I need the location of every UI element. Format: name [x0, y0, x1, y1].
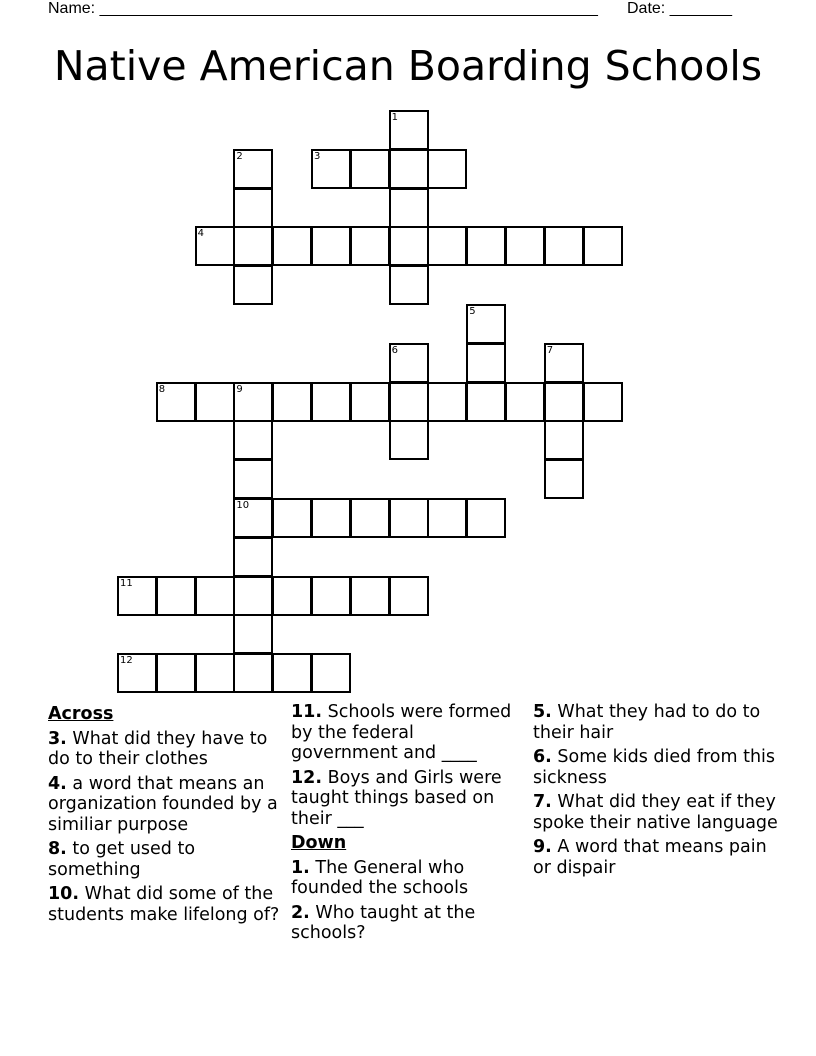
- crossword-cell[interactable]: [233, 614, 273, 654]
- crossword-cell[interactable]: [583, 382, 623, 422]
- clues-column-1: [48, 702, 283, 929]
- crossword-cell[interactable]: [466, 304, 506, 344]
- crossword-cell[interactable]: [544, 420, 584, 460]
- crossword-cell[interactable]: [233, 265, 273, 305]
- clue-across-12: 12. Boys and Girls were taught things based on their ___: [291, 767, 502, 829]
- crossword-cell[interactable]: [505, 226, 545, 266]
- clues-column-3: [533, 702, 778, 882]
- crossword-cell[interactable]: [544, 382, 584, 422]
- clues-column-2: [291, 702, 526, 948]
- crossword-cell[interactable]: [350, 498, 390, 538]
- crossword-cell[interactable]: [233, 188, 273, 228]
- crossword-cell[interactable]: [233, 420, 273, 460]
- crossword-cell[interactable]: [389, 110, 429, 150]
- clue-across-3: 3. What did they have to do to their clothes: [48, 728, 268, 769]
- name-field-label: Name: ________________________________________________________: [48, 0, 598, 17]
- clue-number: 10: [236, 500, 250, 511]
- crossword-cell[interactable]: [233, 576, 273, 616]
- crossword-cell[interactable]: [583, 226, 623, 266]
- crossword-cell[interactable]: [233, 459, 273, 499]
- crossword-cell[interactable]: [117, 576, 157, 616]
- crossword-cell[interactable]: [311, 653, 351, 693]
- crossword-cell[interactable]: [427, 226, 467, 266]
- crossword-cell[interactable]: [272, 576, 312, 616]
- crossword-cell[interactable]: [427, 382, 467, 422]
- crossword-cell[interactable]: [233, 149, 273, 189]
- clue-number: 2: [236, 150, 243, 162]
- crossword-cell[interactable]: [389, 188, 429, 228]
- clue-down-1: 1. The General who founded the schools: [291, 857, 469, 898]
- clue-down-5: 5. What they had to do to their hair: [533, 702, 761, 743]
- clue-down-7: 7. What did they eat if they spoke their native language: [533, 792, 778, 833]
- crossword-cell[interactable]: [233, 498, 273, 538]
- clue-number: 9: [236, 383, 243, 395]
- crossword-cell[interactable]: [427, 149, 467, 189]
- crossword-cell[interactable]: [389, 265, 429, 305]
- crossword-cell[interactable]: [466, 343, 506, 383]
- crossword-cell[interactable]: [156, 576, 196, 616]
- crossword-cell[interactable]: [156, 382, 196, 422]
- crossword-cell[interactable]: [117, 653, 157, 693]
- clue-number: 8: [158, 383, 166, 395]
- crossword-cell[interactable]: [272, 226, 312, 266]
- crossword-cell[interactable]: [544, 343, 584, 383]
- crossword-cell[interactable]: [156, 653, 196, 693]
- crossword-cell[interactable]: [311, 149, 351, 189]
- crossword-cell[interactable]: [272, 653, 312, 693]
- crossword-cell[interactable]: [233, 226, 273, 266]
- crossword-cell[interactable]: [311, 382, 351, 422]
- crossword-cell[interactable]: [311, 498, 351, 538]
- across-heading: Across: [48, 704, 114, 724]
- crossword-cell[interactable]: [389, 498, 429, 538]
- crossword-cell[interactable]: [389, 420, 429, 460]
- crossword-cell[interactable]: [311, 226, 351, 266]
- down-heading: Down: [291, 833, 347, 853]
- crossword-cell[interactable]: [505, 382, 545, 422]
- clue-number: 4: [197, 228, 204, 240]
- clue-across-8: 8. to get used to something: [48, 839, 196, 880]
- clue-number: 7: [546, 344, 554, 356]
- date-field-label: Date: _______: [627, 0, 732, 17]
- clue-down-6: 6. Some kids died from this sickness: [533, 747, 776, 788]
- crossword-cell[interactable]: [195, 226, 235, 266]
- crossword-cell[interactable]: [544, 459, 584, 499]
- crossword-cell[interactable]: [350, 226, 390, 266]
- crossword-cell[interactable]: [233, 653, 273, 693]
- crossword-cell[interactable]: [389, 226, 429, 266]
- crossword-cell[interactable]: [466, 226, 506, 266]
- crossword-cell[interactable]: [389, 382, 429, 422]
- crossword-cell[interactable]: [272, 498, 312, 538]
- crossword-cell[interactable]: [233, 382, 273, 422]
- clue-number: 3: [314, 150, 321, 162]
- crossword-cell[interactable]: [350, 576, 390, 616]
- clue-down-2: 2. Who taught at the schools?: [291, 902, 476, 943]
- clue-across-11: 11. Schools were formed by the federal government and ____: [291, 702, 512, 763]
- page-title: Native American Boarding Schools: [53, 42, 763, 90]
- clue-number: 6: [391, 344, 398, 356]
- crossword-cell[interactable]: [195, 576, 235, 616]
- clue-across-10: 10. What did some of the students make lifelong of?: [48, 884, 280, 925]
- crossword-cell[interactable]: [311, 576, 351, 616]
- crossword-cell[interactable]: [389, 343, 429, 383]
- clue-number: 11: [120, 577, 133, 589]
- crossword-cell[interactable]: [195, 382, 235, 422]
- crossword-cell[interactable]: [466, 382, 506, 422]
- crossword-cell[interactable]: [427, 498, 467, 538]
- clue-number: 1: [391, 112, 398, 123]
- clue-number: 5: [469, 306, 476, 317]
- clue-down-9: 9. A word that means pain or dispair: [533, 837, 767, 878]
- clue-number: 12: [120, 655, 133, 667]
- crossword-cell[interactable]: [544, 226, 584, 266]
- crossword-cell[interactable]: [233, 537, 273, 577]
- crossword-cell[interactable]: [389, 149, 429, 189]
- crossword-cell[interactable]: [195, 653, 235, 693]
- crossword-cell[interactable]: [389, 576, 429, 616]
- crossword-cell[interactable]: [272, 382, 312, 422]
- crossword-cell[interactable]: [350, 382, 390, 422]
- crossword-cell[interactable]: [350, 149, 390, 189]
- crossword-cell[interactable]: [466, 498, 506, 538]
- clue-across-4: 4. a word that means an organization founded by a similiar purpose: [48, 773, 278, 835]
